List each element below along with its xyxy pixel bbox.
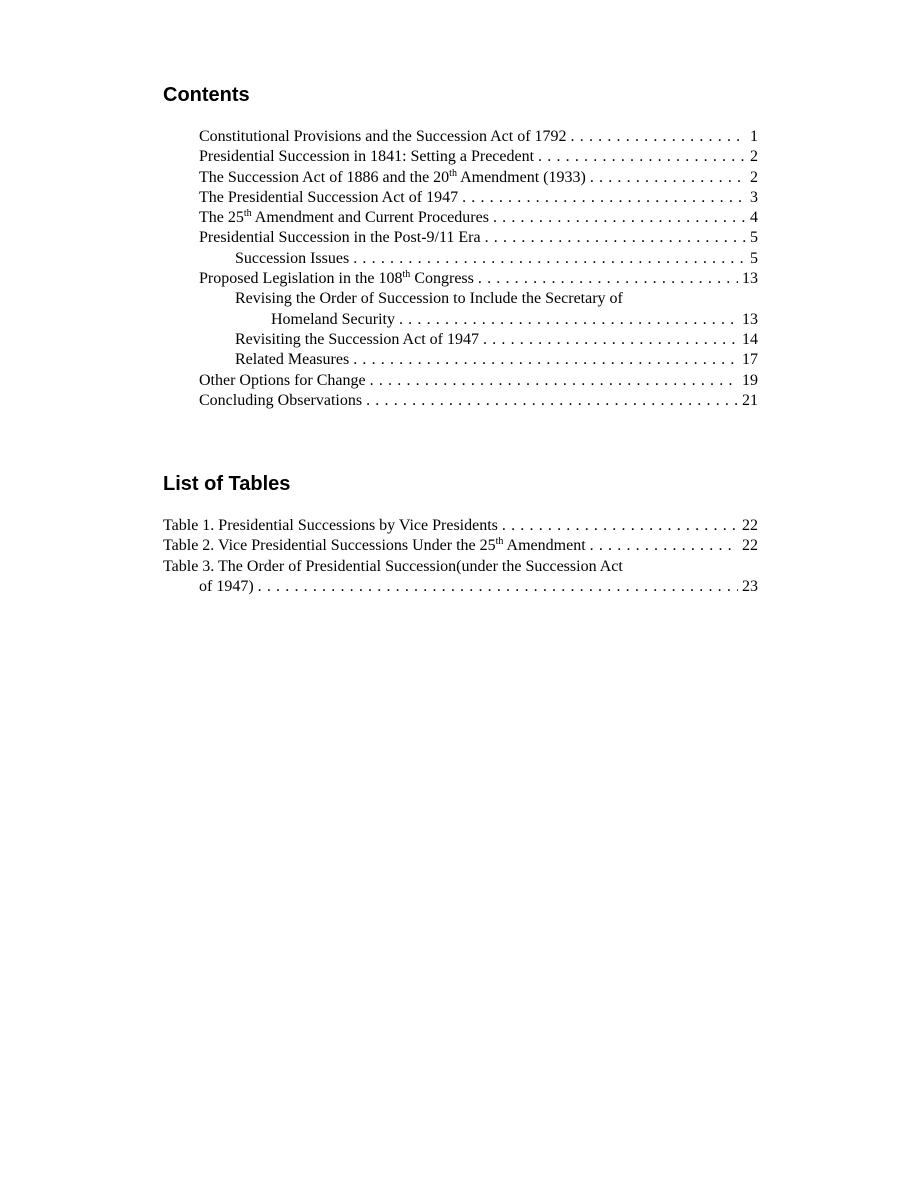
toc-page-number: 5: [750, 229, 758, 247]
toc-entry[interactable]: [163, 168, 758, 188]
dot-leader: [478, 269, 738, 289]
toc-page-number: 13: [742, 270, 758, 288]
toc-entry-title: Related Measures: [235, 351, 350, 369]
table-entry-title: of 1947): [199, 577, 254, 595]
toc-page-number: 14: [742, 330, 758, 348]
toc-entry-title: Constitutional Provisions and the Succession Act of 1792: [199, 128, 567, 145]
toc-entry[interactable]: [163, 188, 758, 208]
toc-page-number: 13: [742, 310, 758, 328]
toc-entry-title: The Succession Act of 1886 and the 20th Amendment (1933): [199, 167, 586, 186]
toc-entry[interactable]: [163, 147, 758, 167]
toc-page-number: 2: [750, 148, 758, 166]
toc-entry-title: Presidential Succession in 1841: Setting a Precedent: [199, 148, 535, 166]
toc-page-number: 1: [750, 128, 758, 145]
toc-entry[interactable]: [163, 127, 758, 147]
toc-page-number: 2: [750, 168, 758, 186]
toc-entry[interactable]: [163, 228, 758, 248]
toc-entry-title: Proposed Legislation in the 108th Congress: [199, 269, 474, 288]
list-of-tables-heading: List of Tables: [163, 473, 291, 495]
toc-page-number: 3: [750, 188, 758, 206]
dot-leader: [353, 350, 738, 370]
dot-leader: [366, 391, 738, 411]
toc-entry[interactable]: [163, 269, 758, 289]
table-entry-first-line[interactable]: Table 3. The Order of Presidential Succession(under the Succession Act: [163, 557, 623, 575]
toc-entry-title: The 25th Amendment and Current Procedures: [199, 208, 489, 227]
dot-leader: [590, 536, 738, 556]
dot-leader: [483, 330, 738, 350]
toc-entry[interactable]: [163, 330, 758, 350]
toc-entry-title: Presidential Succession in the Post-9/11 Era: [199, 229, 481, 247]
table-entry[interactable]: [163, 577, 758, 597]
table-entry[interactable]: [163, 536, 758, 556]
dot-leader: [485, 228, 746, 248]
toc-entry-title: The Presidential Succession Act of 1947: [199, 188, 459, 206]
toc-entry-first-line[interactable]: Revising the Order of Succession to Include the Secretary of: [235, 290, 623, 308]
dot-leader: [353, 249, 746, 269]
dot-leader: [538, 147, 746, 167]
table-page-number: 23: [742, 577, 758, 595]
toc-page-number: 4: [750, 209, 758, 227]
toc-entry-title: Homeland Security: [271, 310, 395, 328]
toc-entry[interactable]: [163, 391, 758, 411]
table-entry[interactable]: [163, 516, 758, 536]
table-entry-title: Table 1. Presidential Successions by Vice Presidents: [163, 517, 498, 534]
toc-entry[interactable]: [163, 249, 758, 269]
toc-page-number: 21: [742, 391, 758, 409]
table-page-number: 22: [742, 517, 758, 534]
dot-leader: [258, 577, 738, 597]
dot-leader: [590, 168, 746, 188]
toc-entry[interactable]: [163, 310, 758, 330]
contents-heading: Contents: [163, 84, 250, 106]
dot-leader: [502, 516, 738, 536]
toc-entry[interactable]: [163, 350, 758, 370]
toc-entry-title: Succession Issues: [235, 249, 350, 267]
toc-page-number: 5: [750, 249, 758, 267]
dot-leader: [399, 310, 738, 330]
toc-page-number: 19: [742, 371, 758, 389]
toc-entry-title: Concluding Observations: [199, 391, 363, 409]
dot-leader: [571, 127, 746, 147]
table-page-number: 22: [742, 537, 758, 555]
toc-page-number: 17: [742, 351, 758, 369]
toc-entry[interactable]: [163, 371, 758, 391]
toc-entry-title: Revisiting the Succession Act of 1947: [235, 330, 479, 348]
dot-leader: [462, 188, 746, 208]
table-entry-title: Table 2. Vice Presidential Successions Under the 25th Amendment: [163, 536, 586, 555]
contents-list: [163, 127, 758, 411]
toc-entry-title: Other Options for Change: [199, 371, 366, 389]
list-of-tables: [163, 516, 758, 597]
dot-leader: [493, 208, 746, 228]
toc-entry[interactable]: [163, 208, 758, 228]
dot-leader: [370, 371, 738, 391]
